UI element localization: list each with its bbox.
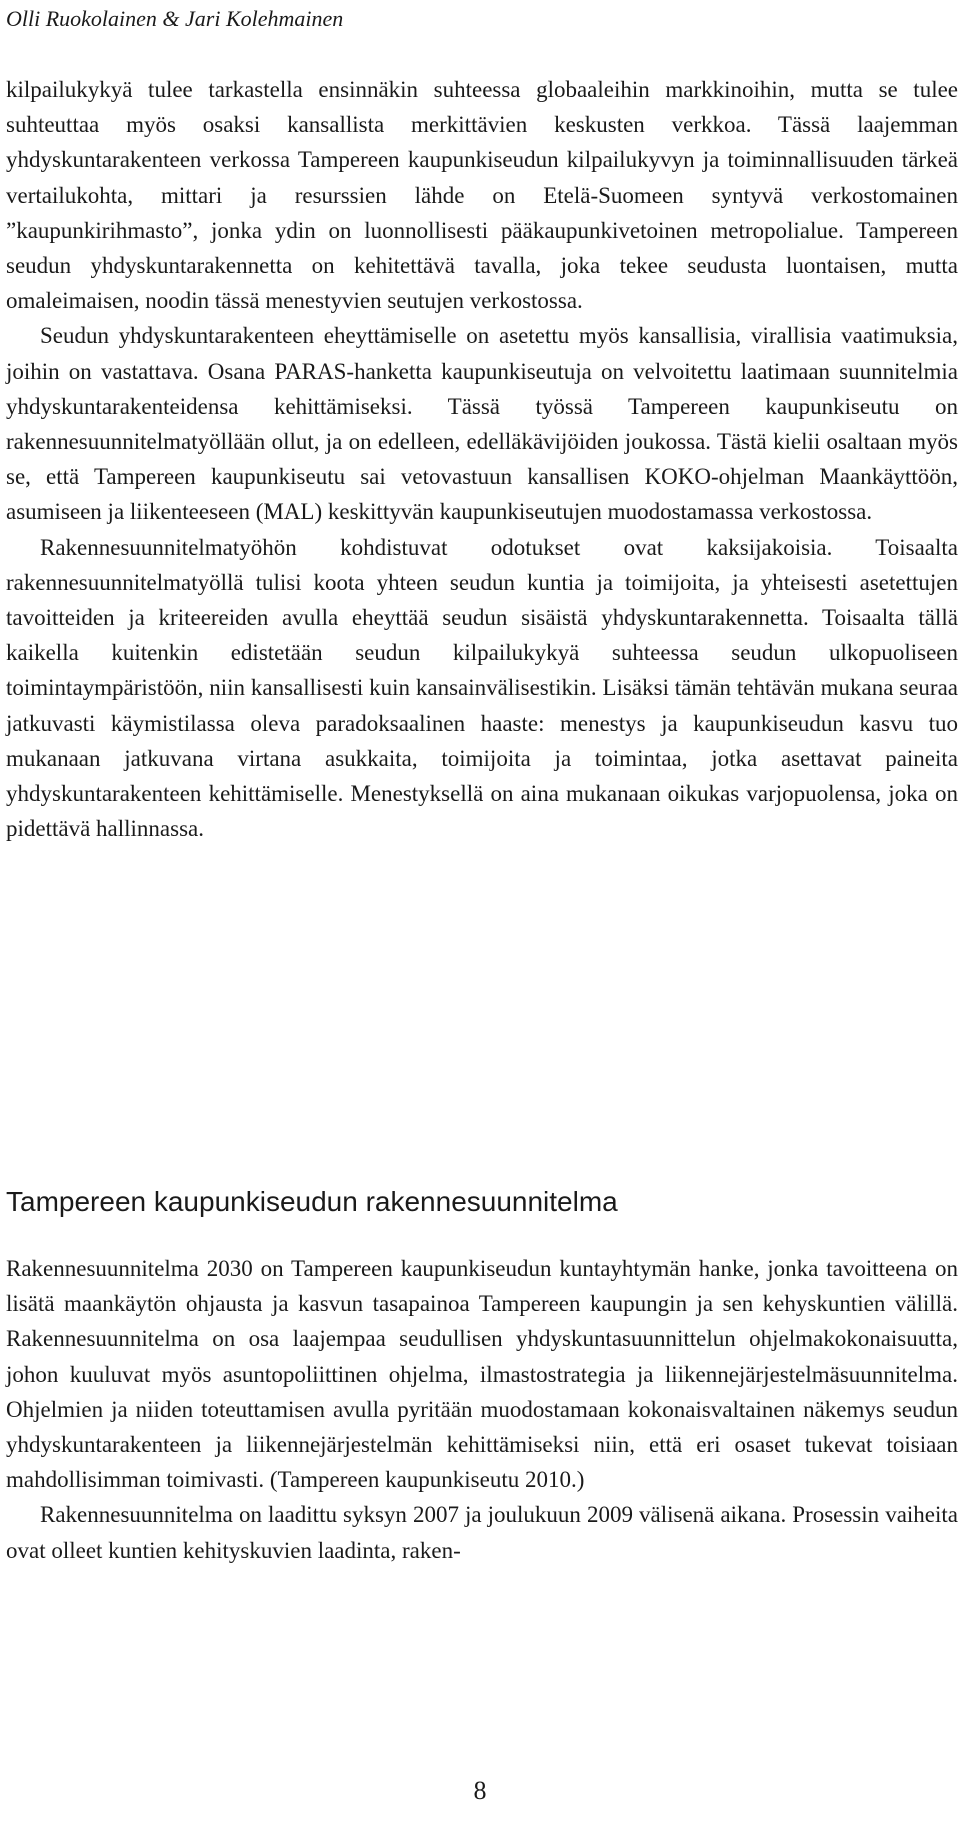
running-head: Olli Ruokolainen & Jari Kolehmainen [6,6,344,31]
paragraph: Seudun yhdyskuntarakenteen eheyttämiselle on asetettu myös kansallisia, virallisia vaatimuksia, joihin on vastattava. Osana PARAS-hanketta kaupunkiseutuja on velvoitettu laatimaan suunnitelmia yhdyskuntarakenteidensa kehittämiseksi. Tässä työssä Tampereen kaupunkiseutu on rakennesuunnitelmatyöllään ollut, ja on edelleen, edelläkävijöiden joukossa. Tästä kielii osaltaan myös se, että Tampereen kaupunkiseutu sai vetovastuun kansallisen KOKO-ohjelman Maankäyttöön, asumiseen ja liikenteeseen (MAL) keskittyvän kaupunkiseutujen muodostamassa verkostossa. [6,323,958,525]
paragraph: kilpailukykyä tulee tarkastella ensinnäkin suhteessa globaaleihin markkinoihin, mutta se tulee suhteuttaa myös osaksi kansallista merkittävien keskusten verkkoa. Tässä laajemman yhdyskuntarakenteen verkossa Tampereen kaupunkiseudun kilpailukyvyn ja toiminnallisuuden tärkeä vertailukohta, mittari ja resurssien lähde on Etelä-Suomeen syntyvä verkostomainen ”kaupunkirihmasto”, jonka ydin on luonnollisesti pääkaupunkivetoinen metropolialue. Tampereen seudun yhdyskuntarakennetta on kehitettävä tavalla, joka tekee seudusta luontaisen, mutta omaleimaisen, noodin tässä menestyvien seutujen verkostossa. [6,77,958,314]
paragraph: Rakennesuunnitelma on laadittu syksyn 2007 ja joulukuun 2009 välisenä aikana. Prosessin vaiheita ovat olleet kuntien kehityskuvien laadinta, raken- [6,1502,958,1563]
body-text-section-1 [6,72,958,846]
section-heading: Tampereen kaupunkiseudun rakennesuunnitelma [6,1186,618,1217]
body-text-section-2 [6,1251,958,1568]
paragraph: Rakennesuunnitelmatyöhön kohdistuvat odotukset ovat kaksijakoisia. Toisaalta rakennesuunnitelmatyöllä tulisi koota yhteen seudun kuntia ja toimijoita, ja yhteisesti asetettujen tavoitteiden ja kriteereiden avulla eheyttää seudun sisäistä yhdyskuntarakennetta. Toisaalta tällä kaikella kuitenkin edistetään seudun kilpailukykyä suhteessa seudun ulkopuoliseen toimintaympäristöön, niin kansallisesti kuin kansainvälisestikin. Lisäksi tämän tehtävän mukana seuraa jatkuvasti käymistilassa oleva paradoksaalinen haaste: menestys ja kaupunkiseudun kasvu tuo mukanaan jatkuvana virtana asukkaita, toimijoita ja toimintaa, jotka asettavat paineita yhdyskuntarakenteen kehittämiselle. Menestyksellä on aina mukanaan oikukas varjopuolensa, joka on pidettävä hallinnassa. [6,534,958,842]
page-number: 8 [473,1776,487,1805]
paragraph: Rakennesuunnitelma 2030 on Tampereen kaupunkiseudun kuntayhtymän hanke, jonka tavoitteena on lisätä maankäytön ohjausta ja kasvun tasapainoa Tampereen kaupungin ja sen kehyskuntien välillä. Rakennesuunnitelma on osa laajempaa seudullisen yhdyskuntasuunnittelun ohjelmakokonaisuutta, johon kuuluvat myös asuntopoliittinen ohjelma, ilmastostrategia ja liikennejärjestelmäsuunnitelma. Ohjelmien ja niiden toteuttamisen avulla pyritään muodostamaan kokonaisvaltainen näkemys seudun yhdyskuntarakenteen ja liikennejärjestelmän kehittämiseksi niin, että eri osaset tukevat toisiaan mahdollisimman toimivasti. (Tampereen kaupunkiseutu 2010.) [6,1256,958,1493]
